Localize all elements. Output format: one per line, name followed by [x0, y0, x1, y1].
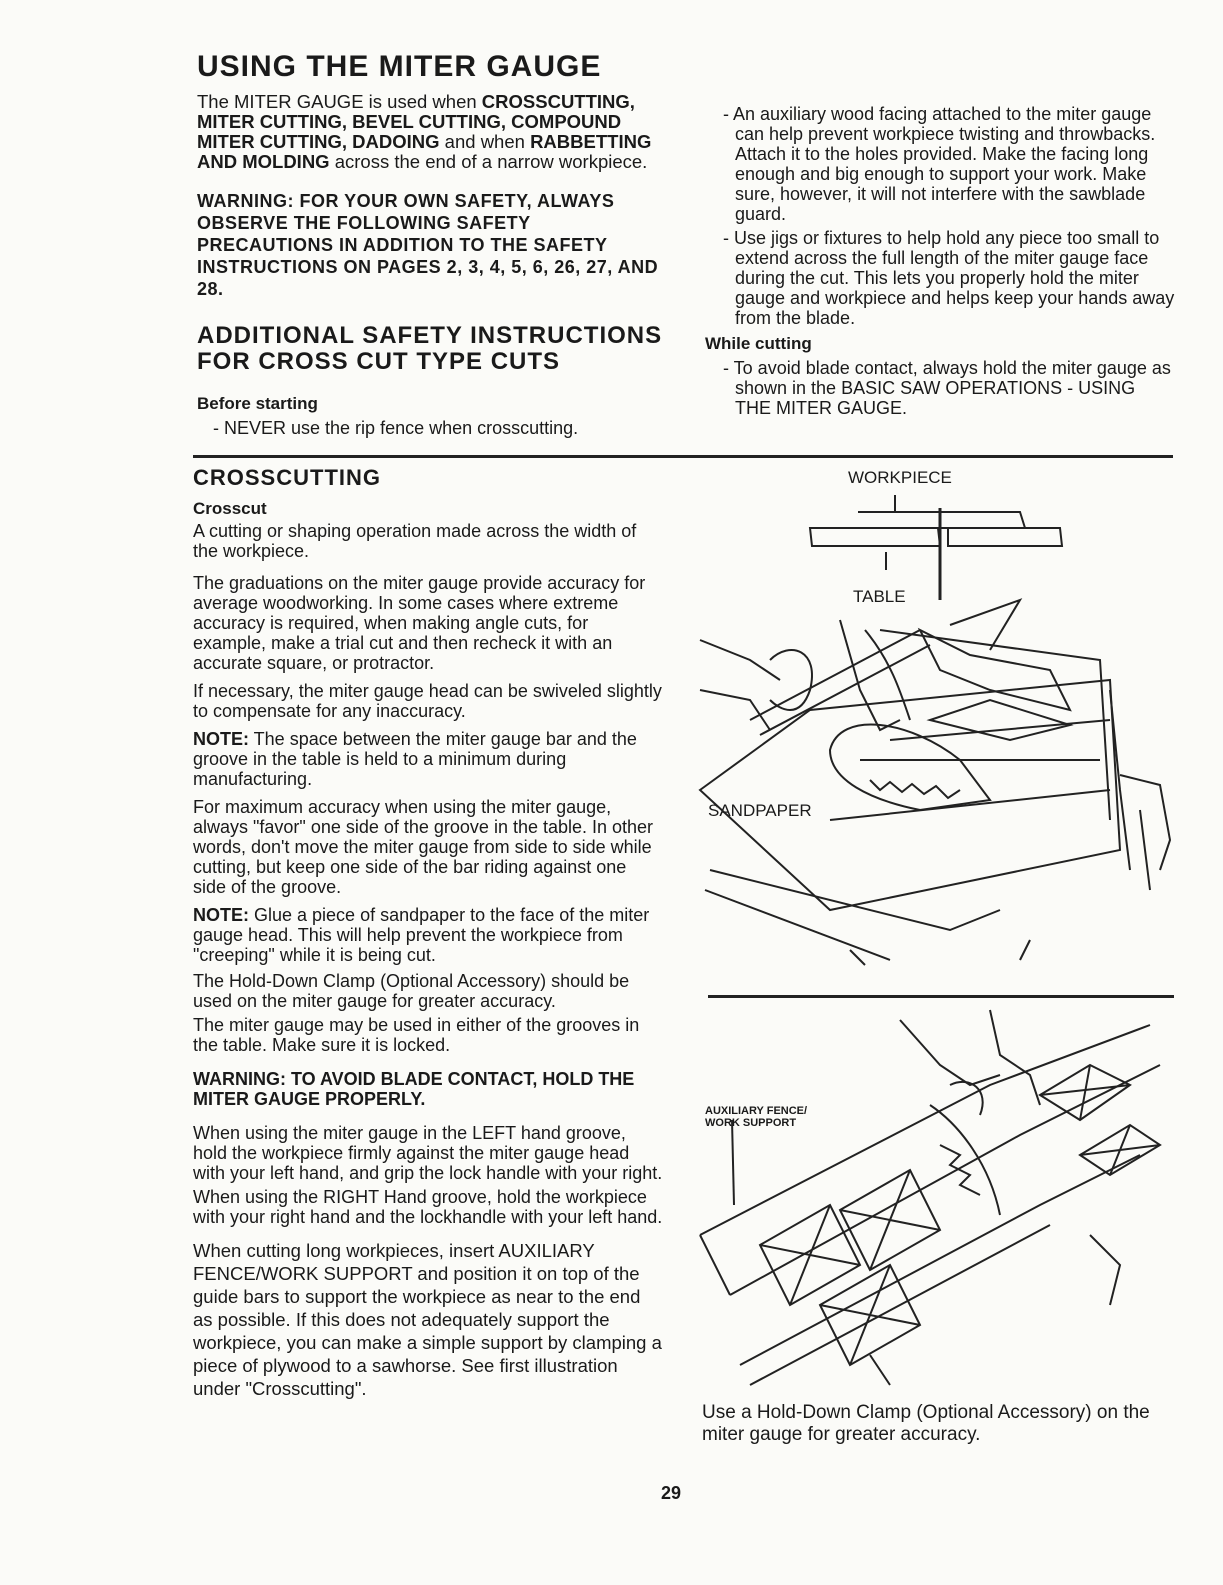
note-text: The space between the miter gauge bar and the groove in the table is held to a minimum during manufacturing.: [193, 729, 637, 789]
crosscut-definition: A cutting or shaping operation made across the width of the workpiece.: [193, 521, 637, 561]
note-text: Glue a piece of sandpaper to the face of the miter gauge head. This will help prevent the workpiece from "creeping" while it is being cut.: [193, 905, 650, 965]
intro-bold-ops: RABBETTING AND MOLDING: [197, 131, 652, 172]
intro-text: The MITER GAUGE is used when: [197, 91, 482, 112]
left-groove-paragraph: When using the miter gauge in the LEFT hand groove, hold the workpiece firmly against the miter gauge head with your left hand, and grip the lock handle with your right.: [193, 1123, 663, 1183]
additional-safety-heading: ADDITIONAL SAFETY INSTRUCTIONS FOR CROSS CUT TYPE CUTS: [197, 322, 663, 375]
intro-paragraph: [197, 92, 672, 172]
aux-facing-item: - An auxiliary wood facing attached to the miter gauge can help prevent workpiece twisting and throwbacks. Attach it to the holes provided. Make the facing long enough and big enough to support your work. Make sure, however, it will not interfere with the sawblade guard.: [723, 104, 1156, 224]
blade-contact-warning: WARNING: TO AVOID BLADE CONTACT, HOLD THE MITER GAUGE PROPERLY.: [193, 1069, 635, 1109]
while-cutting-heading: While cutting: [705, 334, 812, 353]
long-workpiece-paragraph: When cutting long workpieces, insert AUXILIARY FENCE/WORK SUPPORT and position it on top of the guide bars to support the workpiece as near to the end as possible. If this does not adequately support the workpiece, you can make a simple support by clamping a piece of plywood to a sawhorse. See first illustration under "Crosscutting".: [193, 1240, 662, 1399]
crosscutting-section: [193, 465, 663, 1412]
hold-down-paragraph: The Hold-Down Clamp (Optional Accessory) should be used on the miter gauge for greater accuracy.: [193, 971, 630, 1011]
crosscutting-heading: CROSSCUTTING: [193, 465, 381, 490]
right-groove-paragraph: When using the RIGHT Hand groove, hold the workpiece with your right hand and the lockhandle with your left hand.: [193, 1187, 663, 1227]
figure-divider: [708, 995, 1174, 998]
figure2-caption: Use a Hold-Down Clamp (Optional Accessory) on the miter gauge for greater accuracy.: [702, 1402, 1150, 1445]
jigs-item: - Use jigs or fixtures to help hold any piece too small to extend across the full length of the miter gauge face during the cut. This lets you properly hold the miter gauge and workpiece and helps keep your hands away from the blade.: [723, 228, 1175, 328]
section-divider: [193, 455, 1173, 458]
intro-text: and when: [439, 131, 531, 152]
note-sandpaper: [193, 905, 663, 965]
before-starting-item: - NEVER use the rip fence when crosscutting.: [213, 418, 579, 438]
note-label: NOTE:: [193, 905, 249, 925]
either-groove-paragraph: The miter gauge may be used in either of the grooves in the table. Make sure it is locked.: [193, 1015, 640, 1055]
safety-warning: WARNING: FOR YOUR OWN SAFETY, ALWAYS OBSERVE THE FOLLOWING SAFETY PRECAUTIONS IN ADDITION TO THE SAFETY INSTRUCTIONS ON PAGES 2, 3, 4, 5, 6, 26, 27, AND 28.: [197, 191, 659, 299]
swivel-paragraph: If necessary, the miter gauge head can be swiveled slightly to compensate for any inaccuracy.: [193, 681, 662, 721]
page-title: USING THE MITER GAUGE: [197, 50, 602, 83]
workpiece-label: WORKPIECE: [848, 468, 952, 487]
aux-fence-label-line2: WORK SUPPORT: [705, 1117, 797, 1129]
auxiliary-fence-illustration: [690, 1005, 1180, 1395]
graduations-paragraph: The graduations on the miter gauge provide accuracy for average woodworking. In some cases where extreme accuracy is required, when making angle cuts, for example, make a trial cut and then recheck it with an accurate square, or protractor.: [193, 573, 646, 673]
while-cutting-item: - To avoid blade contact, always hold the miter gauge as shown in the BASIC SAW OPERATIONS - USING THE MITER GAUGE.: [723, 358, 1171, 418]
before-starting-section: [197, 394, 667, 438]
intro-section: [197, 92, 672, 312]
right-top-section: [705, 104, 1175, 418]
table-label: TABLE: [853, 587, 906, 606]
sandpaper-label: SANDPAPER: [708, 801, 812, 820]
intro-bold-ops: CROSSCUTTING, MITER CUTTING, BEVEL CUTTING, COMPOUND MITER CUTTING, DADOING: [197, 91, 635, 152]
before-starting-heading: Before starting: [197, 394, 318, 413]
aux-fence-label-line1: AUXILIARY FENCE/: [705, 1105, 808, 1117]
crosscut-subheading: Crosscut: [193, 499, 267, 518]
intro-text: across the end of a narrow workpiece.: [329, 151, 648, 172]
miter-gauge-sandpaper-illustration: [690, 490, 1180, 980]
note-label: NOTE:: [193, 729, 249, 749]
note-groove: [193, 729, 663, 789]
page-number: 29: [661, 1483, 682, 1503]
favor-paragraph: For maximum accuracy when using the miter gauge, always "favor" one side of the groove in the table. In other words, don't move the miter gauge from side to side while cutting, but keep one side of the bar riding against one side of the groove.: [193, 797, 654, 897]
